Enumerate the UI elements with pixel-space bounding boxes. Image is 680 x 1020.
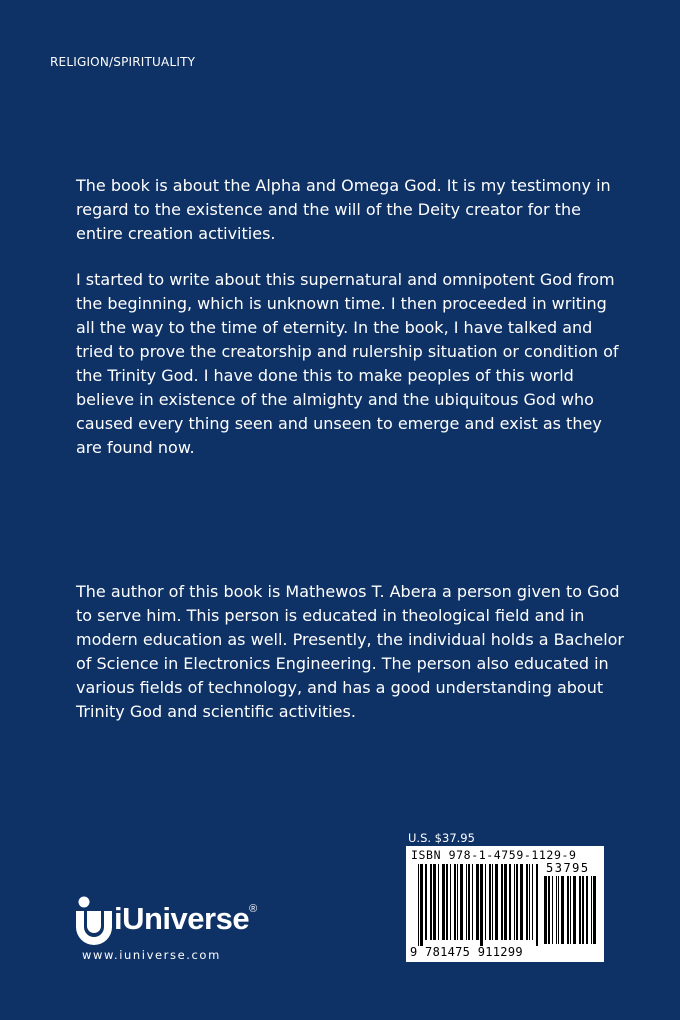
price-label: U.S. $37.95 [408,831,475,845]
publisher-url: www.iuniverse.com [82,948,221,962]
publisher-name-text: iUniverse [114,901,250,936]
barcode-bar [492,864,493,940]
barcode-bar [438,864,439,940]
barcode-bar [485,864,486,940]
addon-digits: 53795 [546,861,590,875]
barcode-bar [529,864,530,940]
iuniverse-logo-icon [72,893,120,951]
barcode-bar [495,864,498,940]
barcode-bar [442,864,445,940]
book-description-paragraph-1: The book is about the Alpha and Omega God. It is my testimony in regard to the existence and the will of the Deity creator for the entire creation activities. [76,176,611,243]
barcode-bar [536,864,538,946]
isbn-text: ISBN 978-1-4759-1129-9 [411,848,577,862]
barcode-bar [579,876,581,944]
barcode-bar [418,864,419,946]
barcode-bar [591,876,592,944]
barcode-bar [420,864,423,946]
barcode-bar [480,864,483,946]
barcode-bar [570,876,571,944]
barcode-bar [514,864,515,940]
barcode-bar [450,864,451,940]
barcode-bar [457,864,458,940]
barcode-bar [466,864,467,940]
registered-mark: ® [249,903,257,915]
barcode-bar [446,864,448,940]
barcode-panel [406,846,604,962]
barcode-bar [567,876,569,944]
barcode-bar [472,864,473,940]
barcode-bar [516,864,518,940]
barcode-bar [593,876,596,944]
barcode-bar [504,864,507,940]
barcode-bar [582,876,584,944]
addon-barcode [544,876,598,946]
ean-digits: 9 781475 911299 [410,945,523,959]
barcode-bar [468,864,470,940]
barcode-bar [548,876,550,944]
barcode-bar [489,864,491,940]
barcode-bar [544,876,547,944]
publisher-name [114,901,257,937]
barcode-bar [425,864,427,940]
barcode-bar [558,876,559,944]
barcode-bar [454,864,456,940]
barcode-bar [476,864,479,940]
barcode-bar [552,876,553,944]
ean-barcode [418,864,540,946]
barcode-bar [526,864,528,940]
barcode-bar [561,876,564,944]
barcode-bar [556,876,557,944]
barcode-bar [460,864,463,940]
barcode-bar [520,864,523,940]
author-bio-paragraph: The author of this book is Mathewos T. Abera a person given to God to serve him. This person is educated in theological field and in modern education as well. Presently, the individual holds a Bachelor of Science in Electronics Engineering. The person also educated in various fields of technology, and has a good understanding about Trinity God and scientific activities. [76,582,625,721]
barcode-bar [509,864,511,940]
barcode-bar [430,864,432,940]
barcode-bar [433,864,436,940]
barcode-bar [501,864,503,940]
category-label: RELIGION/SPIRITUALITY [50,55,196,69]
publisher-logo [72,893,282,963]
barcode-bar [573,876,576,944]
book-description-paragraph-2: I started to write about this supernatural and omnipotent God from the beginning, which is unknown time. I then proceeded in writing all the way to the time of eternity. In the book, I have talked and tried to prove the creatorship and rulership situation or condition of the Trinity God. I have done this to make peoples of this world believe in existence of the almighty and the ubiquitous God who caused every thing seen and unseen to emerge and exist as they are found now. [76,270,619,457]
barcode-bar [586,876,588,944]
barcode-bar [532,864,533,940]
